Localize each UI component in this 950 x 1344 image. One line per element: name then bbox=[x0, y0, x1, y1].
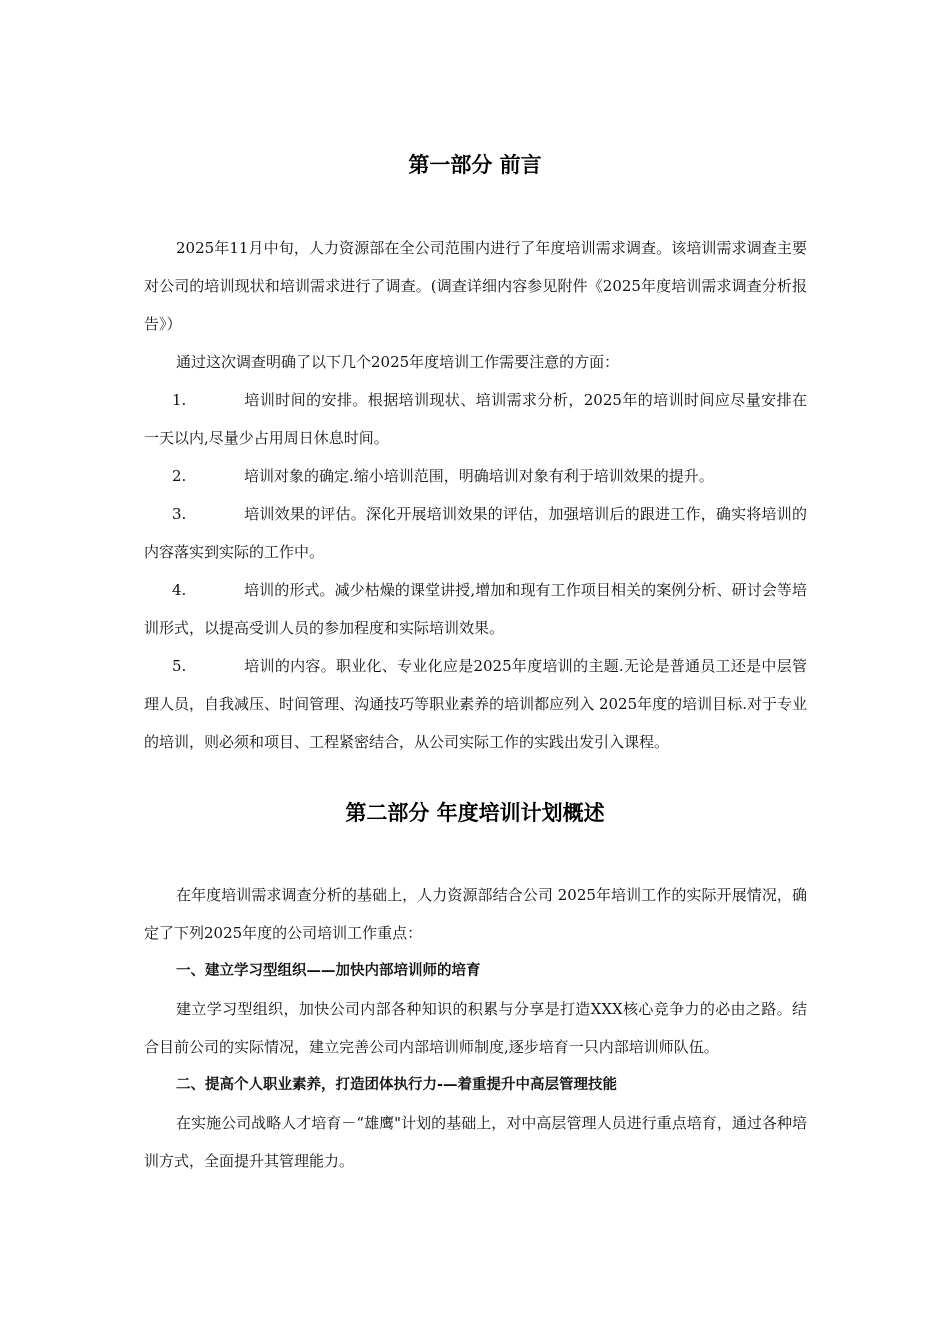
list-item bbox=[144, 381, 807, 457]
list-item-number: 1. bbox=[172, 391, 187, 409]
list-item bbox=[144, 495, 807, 571]
section2-heading: 二、提高个人职业素养，打造团体执行力-—着重提升中高层管理技能 bbox=[176, 1077, 618, 1093]
list-item-number: 5. bbox=[172, 657, 187, 675]
list-item-number: 4. bbox=[172, 581, 187, 599]
list-item bbox=[144, 457, 807, 495]
list-item-text: 培训对象的确定.缩小培训范围，明确培训对象有利于培训效果的提升。 bbox=[244, 467, 714, 485]
part2-title: 第二部分 年度培训计划概述 bbox=[345, 801, 605, 825]
section1-paragraph: 建立学习型组织，加快公司内部各种知识的积累与分享是打造XXX核心竞争力的必由之路。结合目前公司的实际情况，建立完善公司内部培训师制度,逐步培育一只内部培训师队伍。 bbox=[144, 1000, 807, 1056]
list-item-text: 培训效果的评估。深化开展培训效果的评估，加强培训后的跟进工作，确实将培训的内容落实到实际的工作中。 bbox=[144, 505, 807, 561]
part1-summary-paragraph: 通过这次调查明确了以下几个2025年度培训工作需要注意的方面： bbox=[176, 353, 620, 371]
list-item-text: 培训时间的安排。根据培训现状、培训需求分析，2025年的培训时间应尽量安排在一天以内,尽量少占用周日休息时间。 bbox=[144, 391, 807, 447]
list-item-text: 培训的内容。职业化、专业化应是2025年度培训的主题.无论是普通员工还是中层管理人员，自我减压、时间管理、沟通技巧等职业素养的培训都应列入 2025年度的培训目标.对于专业的培训，则必须和项目、工程紧密结合，从公司实际工作的实践出发引入课程。 bbox=[144, 657, 807, 751]
part2-intro-paragraph: 在年度培训需求调查分析的基础上，人力资源部结合公司 2025年培训工作的实际开展情况，确定了下列2025年度的公司培训工作重点： bbox=[144, 886, 807, 942]
part1-title: 第一部分 前言 bbox=[408, 153, 542, 177]
list-item-number: 2. bbox=[172, 467, 187, 485]
part1-body bbox=[144, 229, 807, 761]
list-item bbox=[144, 571, 807, 647]
part1-intro-paragraph: 2025年11月中旬，人力资源部在全公司范围内进行了年度培训需求调查。该培训需求调查主要对公司的培训现状和培训需求进行了调查。(调查详细内容参见附件《2025年度培训需求调查分析报告》） bbox=[144, 239, 807, 333]
list-item-text: 培训的形式。减少枯燥的课堂讲授,增加和现有工作项目相关的案例分析、研讨会等培训形式，以提高受训人员的参加程度和实际培训效果。 bbox=[144, 581, 807, 637]
list-item-number: 3. bbox=[172, 505, 187, 523]
section2-paragraph: 在实施公司战略人才培育－“雄鹰"计划的基础上，对中高层管理人员进行重点培育，通过各种培训方式，全面提升其管理能力。 bbox=[144, 1114, 807, 1170]
list-item bbox=[144, 647, 807, 761]
section1-heading: 一、建立学习型组织——加快内部培训师的培育 bbox=[176, 963, 481, 979]
part2-body bbox=[144, 876, 807, 1180]
